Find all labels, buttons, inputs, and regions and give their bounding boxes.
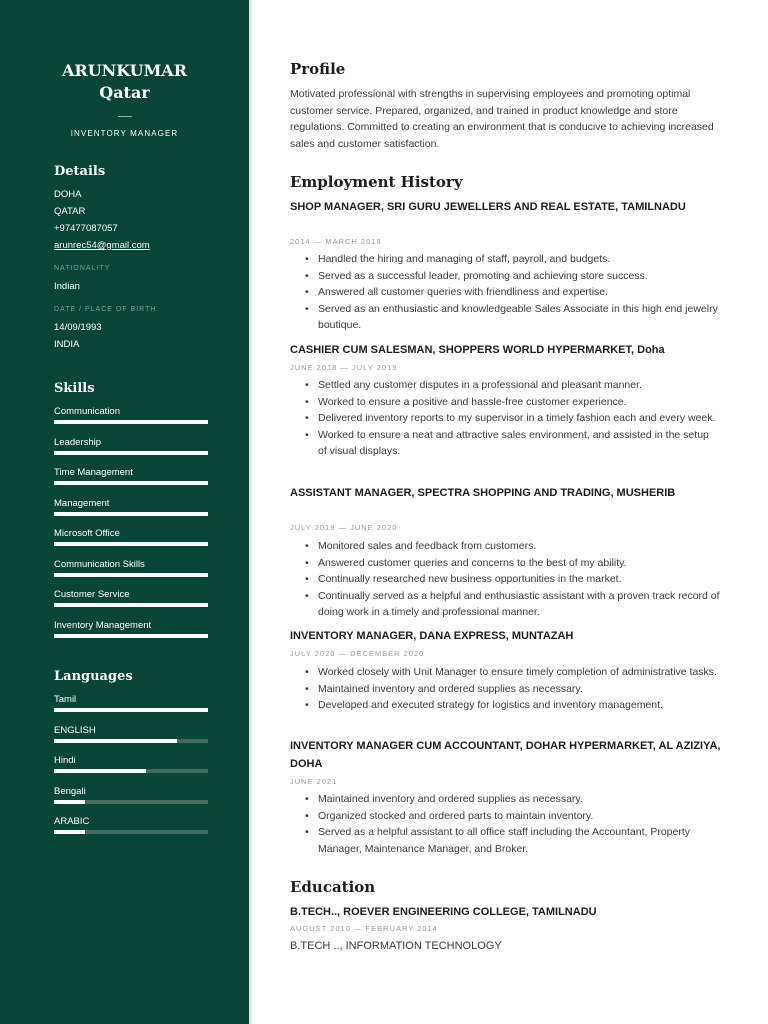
language-label: Hindi xyxy=(54,755,76,766)
candidate-name: ARUNKUMAR xyxy=(62,61,187,80)
skill-level-fill xyxy=(54,420,208,424)
job-4-bullets xyxy=(290,664,720,714)
language-level-bar xyxy=(54,739,208,743)
skill-level-fill xyxy=(54,512,208,516)
skill-label: Time Management xyxy=(54,467,133,478)
list-item: • Organized stocked and ordered parts to maintain inventory. xyxy=(290,808,720,825)
job-title: INVENTORY MANAGER xyxy=(70,129,179,138)
skill-level-bar xyxy=(54,420,208,424)
skills-heading: Skills xyxy=(54,381,95,396)
language-level-bar xyxy=(54,800,208,804)
job-3-title: ASSISTANT MANAGER, SPECTRA SHOPPING AND TRADING, MUSHERIB xyxy=(290,487,676,499)
language-label: Tamil xyxy=(54,694,77,705)
skill-level-fill xyxy=(54,481,208,485)
list-item: • Continually served as a helpful and enthusiastic assistant with a proven track record of doing work in a timely and professional manner. xyxy=(290,588,720,621)
job-1-title: SHOP MANAGER, SRI GURU JEWELLERS AND REAL ESTATE, TAMILNADU xyxy=(290,201,686,213)
education-heading: Education xyxy=(290,878,376,896)
language-level-bar xyxy=(54,769,208,773)
education-degree: B.TECH .., INFORMATION TECHNOLOGY xyxy=(290,940,502,952)
skill-level-bar xyxy=(54,573,208,577)
list-item: • Maintained inventory and ordered supplies as necessary. xyxy=(290,791,720,808)
skill-label: Management xyxy=(54,497,110,509)
language-level-fill xyxy=(54,708,208,712)
list-item: • Worked to ensure a positive and hassle-free customer experience. xyxy=(290,394,720,411)
list-item: • Monitored sales and feedback from customers. xyxy=(290,538,720,555)
skill-label: Inventory Management xyxy=(54,619,152,631)
language-level-fill xyxy=(54,830,85,834)
job-3-bullets xyxy=(290,538,720,621)
skill-item xyxy=(54,528,208,540)
list-item: • Developed and executed strategy for logistics and inventory management. xyxy=(290,697,720,714)
email-link[interactable]: arunrec54@gmail.com xyxy=(54,240,150,251)
education-dates: AUGUST 2010 — FEBRUARY 2014 xyxy=(290,924,438,933)
job-4-dates: JULY 2020 — DECEMBER 2020 xyxy=(290,649,425,658)
detail-city: DOHA xyxy=(54,189,82,200)
skill-item xyxy=(54,559,208,571)
skill-label: Communication xyxy=(54,406,120,417)
employment-heading: Employment History xyxy=(290,173,463,191)
languages-heading: Languages xyxy=(54,669,133,684)
nationality-label: NATIONALITY xyxy=(54,265,111,272)
skill-label: Microsoft Office xyxy=(54,528,120,539)
skill-level-bar xyxy=(54,451,208,455)
skill-level-bar xyxy=(54,481,208,485)
language-item xyxy=(54,694,208,706)
language-label: ENGLISH xyxy=(54,724,96,736)
skill-item xyxy=(54,437,208,449)
language-label: ARABIC xyxy=(54,816,90,827)
job-1-dates: 2014 — MARCH 2018 xyxy=(290,237,382,246)
list-item: • Served as a helpful assistant to all office staff including the Accountant, Property Manager, Maintenance Manager, and Broker. xyxy=(290,824,720,857)
skill-level-bar xyxy=(54,634,208,638)
profile-text: Motivated professional with strengths in supervising employees and promoting optimal customer service. Prepared, organized, and trained in product knowledge and store regulations. Committed to creating an environment that is conducive to achieving increased sales and customer satisfaction. xyxy=(290,88,714,150)
language-item xyxy=(54,816,208,828)
language-level-fill xyxy=(54,769,146,773)
list-item: • Handled the hiring and managing of staff, payroll, and budgets. xyxy=(290,251,720,268)
skill-level-fill xyxy=(54,542,208,546)
language-label: Bengali xyxy=(54,785,86,797)
skill-level-bar xyxy=(54,542,208,546)
skill-level-fill xyxy=(54,451,208,455)
language-level-bar xyxy=(54,708,208,712)
skill-item xyxy=(54,589,208,601)
skill-label: Customer Service xyxy=(54,589,130,600)
details-heading: Details xyxy=(54,164,106,179)
skill-item xyxy=(54,406,208,418)
sidebar xyxy=(0,0,249,1024)
list-item: • Settled any customer disputes in a professional and pleasant manner. xyxy=(290,377,720,394)
job-5-dates: JUNE 2021 xyxy=(290,777,338,786)
skill-item xyxy=(54,620,208,632)
skill-level-fill xyxy=(54,634,208,638)
list-item: • Maintained inventory and ordered supplies as necessary. xyxy=(290,681,720,698)
language-level-bar xyxy=(54,830,208,834)
skill-label: Leadership xyxy=(54,436,102,448)
skill-level-fill xyxy=(54,573,208,577)
job-2-dates: JUNE 2018 — JULY 2019 xyxy=(290,363,398,372)
birth-label: DATE / PLACE OF BIRTH xyxy=(54,306,157,313)
detail-country: QATAR xyxy=(54,206,86,217)
language-item xyxy=(54,786,208,798)
language-item xyxy=(54,755,208,767)
job-2-bullets xyxy=(290,377,720,460)
nationality-value: Indian xyxy=(54,281,80,292)
skill-level-bar xyxy=(54,512,208,516)
skill-label: Communication Skills xyxy=(54,558,145,570)
skill-level-bar xyxy=(54,603,208,607)
skill-item xyxy=(54,467,208,479)
job-3-dates: JULY 2019 — JUNE 2020 xyxy=(290,523,398,532)
job-5-title: INVENTORY MANAGER CUM ACCOUNTANT, DOHAR HYPERMARKET, AL AZIZIYA, DOHA xyxy=(290,740,721,770)
job-5-bullets xyxy=(290,791,720,857)
list-item: • Served as an enthusiastic and knowledgeable Sales Associate in this high end jewelry boutique. xyxy=(290,301,720,334)
list-item: • Served as a successful leader, promoting and achieving store success. xyxy=(290,268,720,285)
birth-place: INDIA xyxy=(54,339,80,350)
skill-level-fill xyxy=(54,603,208,607)
candidate-location: Qatar xyxy=(99,83,150,102)
job-2-title: CASHIER CUM SALESMAN, SHOPPERS WORLD HYPERMARKET, Doha xyxy=(290,344,665,356)
list-item: • Continually researched new business opportunities in the market. xyxy=(290,571,720,588)
list-item: • Answered all customer queries with friendliness and expertise. xyxy=(290,284,720,301)
detail-phone: +97477087057 xyxy=(54,223,118,234)
list-item: • Answered customer queries and concerns to the best of my ability. xyxy=(290,555,720,572)
language-level-fill xyxy=(54,800,85,804)
language-level-fill xyxy=(54,739,177,743)
language-item xyxy=(54,725,208,737)
skill-item xyxy=(54,498,208,510)
birth-date: 14/09/1993 xyxy=(54,322,102,333)
job-1-bullets xyxy=(290,251,720,334)
list-item: • Worked closely with Unit Manager to ensure timely completion of administrative tasks. xyxy=(290,664,720,681)
profile-heading: Profile xyxy=(290,60,346,78)
name-divider xyxy=(118,116,132,117)
sidebar-edge xyxy=(249,0,252,1024)
list-item: • Worked to ensure a neat and attractive sales environment, and assisted in the setup of visual displays. xyxy=(290,427,720,460)
education-school: B.TECH.., ROEVER ENGINEERING COLLEGE, TAMILNADU xyxy=(290,906,597,918)
list-item: • Delivered inventory reports to my supervisor in a timely fashion each and every week. xyxy=(290,410,720,427)
job-4-title: INVENTORY MANAGER, DANA EXPRESS, MUNTAZAH xyxy=(290,630,574,642)
